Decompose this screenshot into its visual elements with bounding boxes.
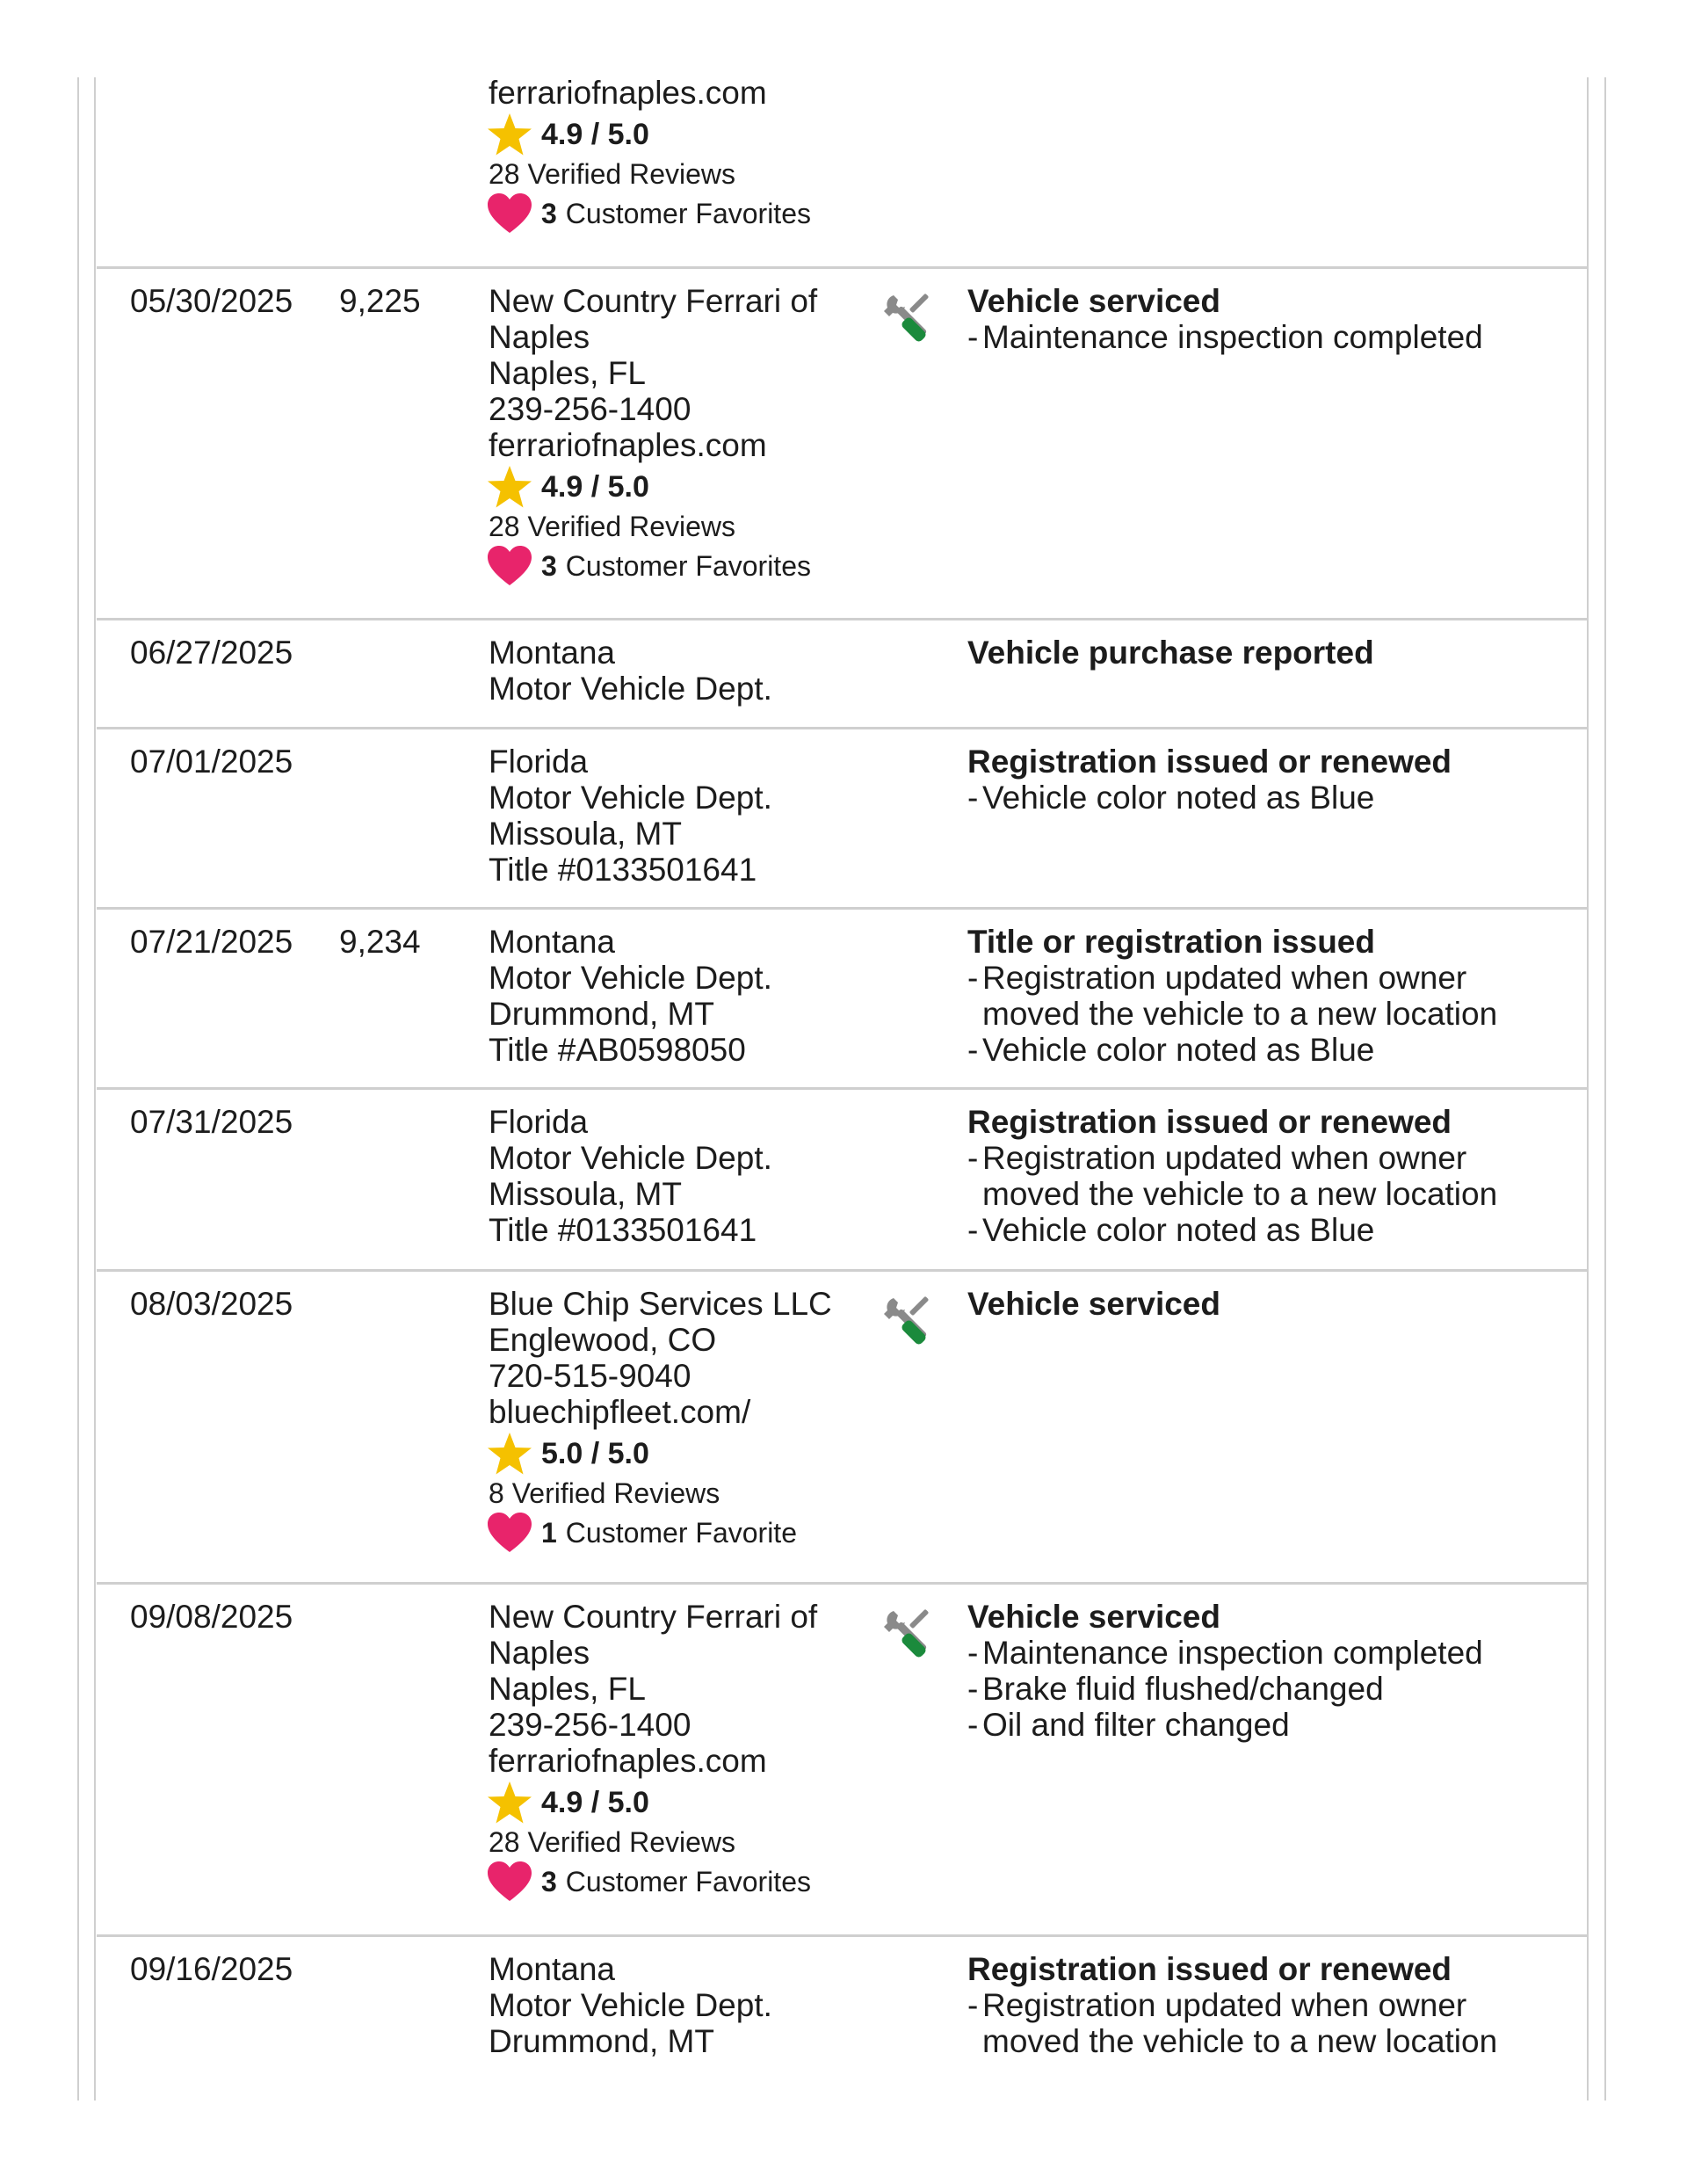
source-line: Naples [489, 1635, 590, 1671]
record-event [967, 635, 1374, 671]
star-icon [487, 1781, 532, 1825]
favorites-count: 3 [541, 197, 557, 229]
source-line: Montana [489, 635, 615, 671]
detail-text: Registration updated when owner [982, 1140, 1467, 1176]
record-source [489, 1286, 832, 1555]
left-outer-rule [77, 77, 79, 2101]
history-row [97, 727, 1587, 910]
source-line: 239-256-1400 [489, 391, 691, 427]
detail-text: Oil and filter changed [982, 1707, 1290, 1743]
record-date: 09/08/2025 [130, 1599, 293, 1635]
favorites-count: 3 [541, 549, 557, 582]
record-source [489, 1951, 772, 2059]
source-line: ferrariofnaples.com [489, 1743, 767, 1779]
customer-favorites [489, 1860, 817, 1904]
record-date: 08/03/2025 [130, 1286, 293, 1322]
record-date: 06/27/2025 [130, 635, 293, 671]
detail-bullet: - [967, 319, 979, 355]
verified-reviews[interactable]: 28 Verified Reviews [489, 1826, 736, 1858]
source-line: Motor Vehicle Dept. [489, 1140, 772, 1176]
record-source [489, 744, 772, 888]
detail-text: moved the vehicle to a new location [982, 1176, 1498, 1212]
record-date: 05/30/2025 [130, 283, 293, 319]
source-line: Montana [489, 924, 615, 960]
source-line: Motor Vehicle Dept. [489, 960, 772, 996]
customer-favorites [489, 192, 811, 236]
rating-value: 4.9 / 5.0 [541, 117, 649, 151]
record-date: 07/01/2025 [130, 744, 293, 780]
right-outer-rule [1604, 77, 1606, 2101]
source-line: Title #0133501641 [489, 1212, 757, 1248]
event-detail [967, 1212, 1497, 1248]
detail-bullet: - [967, 780, 979, 816]
rating-value: 4.9 / 5.0 [541, 1785, 649, 1819]
record-event [967, 1286, 1220, 1322]
favorites-label: Customer Favorites [565, 197, 811, 229]
rating-summary [489, 1781, 817, 1825]
event-title: Vehicle serviced [967, 1599, 1220, 1635]
detail-text: Vehicle color noted as Blue [982, 1032, 1375, 1068]
customer-favorites [489, 544, 817, 588]
source-line: bluechipfleet.com/ [489, 1394, 751, 1430]
event-title: Title or registration issued [967, 924, 1375, 960]
detail-text: Maintenance inspection completed [982, 319, 1483, 355]
verified-reviews[interactable]: 8 Verified Reviews [489, 1477, 720, 1509]
odometer-reading: 9,225 [339, 283, 421, 319]
detail-text: Maintenance inspection completed [982, 1635, 1483, 1671]
event-title: Registration issued or renewed [967, 1951, 1452, 1987]
source-line: 720-515-9040 [489, 1358, 691, 1394]
source-line: Blue Chip Services LLC [489, 1286, 832, 1322]
favorites-count: 1 [541, 1516, 557, 1549]
record-source [489, 75, 811, 236]
heart-icon [487, 192, 532, 235]
event-detail [967, 1671, 1483, 1707]
event-detail [967, 1707, 1483, 1743]
wrench-screwdriver-icon [881, 1606, 938, 1662]
source-line: New Country Ferrari of [489, 1599, 818, 1635]
detail-text: Registration updated when owner [982, 1987, 1467, 2023]
customer-favorites [489, 1511, 832, 1555]
record-source [489, 635, 772, 707]
record-event [967, 924, 1497, 1068]
record-date: 07/31/2025 [130, 1104, 293, 1140]
heart-icon [487, 1861, 532, 1903]
record-event [967, 1951, 1497, 2059]
event-detail [967, 1635, 1483, 1671]
history-row [97, 0, 1587, 269]
verified-reviews[interactable]: 28 Verified Reviews [489, 511, 736, 542]
record-source [489, 1599, 817, 1904]
star-icon [487, 112, 532, 156]
source-line: Englewood, CO [489, 1322, 717, 1358]
history-row [97, 266, 1587, 620]
source-line: Naples, FL [489, 355, 646, 391]
record-date: 09/16/2025 [130, 1951, 293, 1987]
history-row [97, 1934, 1587, 2145]
event-title: Vehicle serviced [967, 1286, 1220, 1322]
event-title: Registration issued or renewed [967, 744, 1452, 780]
source-line: Title #0133501641 [489, 852, 757, 888]
record-event [967, 1599, 1483, 1743]
star-icon [487, 1432, 532, 1476]
odometer-reading: 9,234 [339, 924, 421, 960]
event-detail [967, 319, 1483, 355]
source-line: Title #AB0598050 [489, 1032, 746, 1068]
detail-text: Vehicle color noted as Blue [982, 780, 1375, 816]
source-line: 239-256-1400 [489, 1707, 691, 1743]
source-line: Montana [489, 1951, 615, 1987]
wrench-screwdriver-icon [881, 290, 938, 346]
detail-bullet: - [967, 1671, 979, 1707]
event-title: Vehicle purchase reported [967, 635, 1374, 671]
favorites-label: Customer Favorites [565, 549, 811, 582]
source-line: Missoula, MT [489, 816, 682, 852]
source-line: Motor Vehicle Dept. [489, 780, 772, 816]
source-line: ferrariofnaples.com [489, 75, 767, 111]
record-source [489, 924, 772, 1068]
event-detail [967, 780, 1452, 816]
source-line: Drummond, MT [489, 2023, 714, 2059]
event-title: Vehicle serviced [967, 283, 1220, 319]
rating-summary [489, 465, 817, 509]
history-row [97, 1582, 1587, 1937]
source-line: Drummond, MT [489, 996, 714, 1032]
rating-value: 4.9 / 5.0 [541, 469, 649, 504]
record-event [967, 744, 1452, 816]
event-detail [967, 1032, 1497, 1068]
favorites-count: 3 [541, 1865, 557, 1897]
source-line: Missoula, MT [489, 1176, 682, 1212]
source-line: New Country Ferrari of [489, 283, 818, 319]
event-detail [967, 1140, 1497, 1212]
detail-text: Vehicle color noted as Blue [982, 1212, 1375, 1248]
source-line: Motor Vehicle Dept. [489, 1987, 772, 2023]
rating-summary [489, 112, 811, 156]
detail-bullet: - [967, 1707, 979, 1743]
source-line: Motor Vehicle Dept. [489, 671, 772, 707]
detail-bullet: - [967, 1140, 979, 1176]
event-title: Registration issued or renewed [967, 1104, 1452, 1140]
heart-icon [487, 1512, 532, 1554]
heart-icon [487, 545, 532, 587]
detail-text: moved the vehicle to a new location [982, 996, 1498, 1032]
history-row [97, 907, 1587, 1090]
source-line: Naples, FL [489, 1671, 646, 1707]
event-detail [967, 960, 1497, 1032]
favorites-label: Customer Favorites [565, 1865, 811, 1897]
detail-text: Registration updated when owner [982, 960, 1467, 996]
source-line: ferrariofnaples.com [489, 427, 767, 463]
history-row [97, 1269, 1587, 1585]
source-line: Florida [489, 1104, 589, 1140]
left-inner-rule [94, 77, 96, 2101]
star-icon [487, 465, 532, 509]
record-event [967, 1104, 1497, 1248]
history-row [97, 1087, 1587, 1272]
source-line: Florida [489, 744, 589, 780]
detail-bullet: - [967, 1212, 979, 1248]
history-row [97, 618, 1587, 729]
detail-bullet: - [967, 960, 979, 996]
right-inner-rule [1587, 77, 1589, 2101]
record-date: 07/21/2025 [130, 924, 293, 960]
rating-summary [489, 1432, 832, 1476]
rating-value: 5.0 / 5.0 [541, 1436, 649, 1470]
event-detail [967, 1987, 1497, 2059]
detail-text: moved the vehicle to a new location [982, 2023, 1498, 2059]
favorites-label: Customer Favorite [565, 1516, 797, 1549]
wrench-screwdriver-icon [881, 1293, 938, 1349]
detail-bullet: - [967, 1635, 979, 1671]
verified-reviews[interactable]: 28 Verified Reviews [489, 158, 736, 190]
source-line: Naples [489, 319, 590, 355]
record-source [489, 283, 817, 588]
detail-bullet: - [967, 1987, 979, 2023]
record-event [967, 283, 1483, 355]
record-source [489, 1104, 772, 1248]
detail-text: Brake fluid flushed/changed [982, 1671, 1384, 1707]
detail-bullet: - [967, 1032, 979, 1068]
